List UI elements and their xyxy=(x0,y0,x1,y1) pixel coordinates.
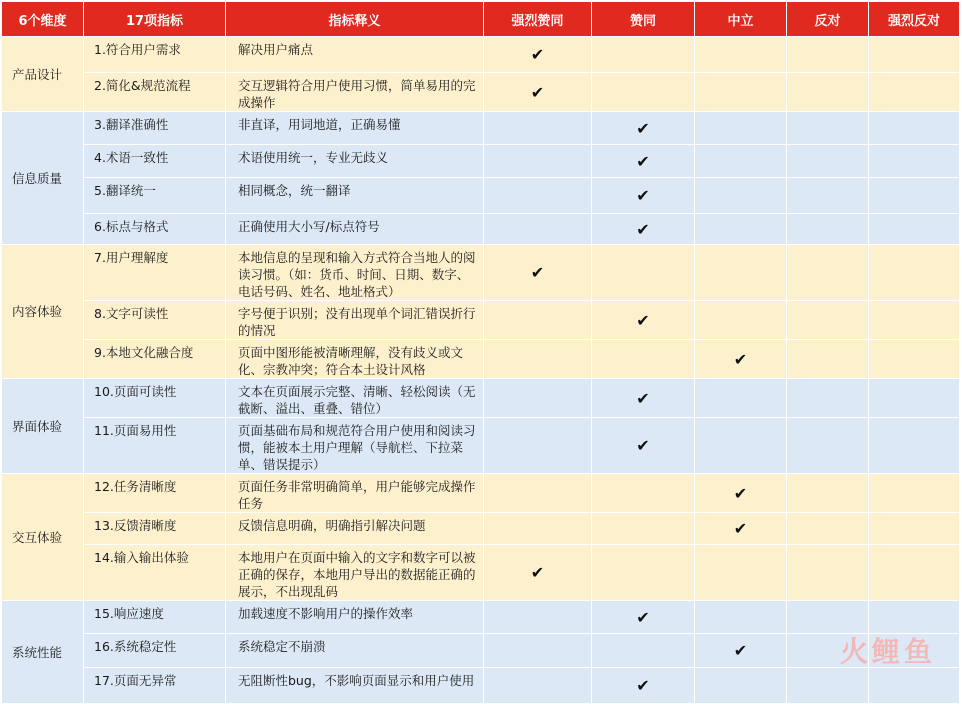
rating-cell xyxy=(592,601,695,634)
indicator-cell: 4.术语一致性 xyxy=(84,145,226,178)
table-row xyxy=(2,245,960,301)
rating-cell xyxy=(592,73,695,112)
rating-cell xyxy=(695,178,787,214)
check-icon: ✔ xyxy=(636,607,650,627)
rating-cell xyxy=(869,601,960,634)
check-icon: ✔ xyxy=(733,519,748,538)
indicator-cell: 14.输入输出体验 xyxy=(84,545,226,601)
rating-cell xyxy=(484,601,592,634)
rating-cell xyxy=(592,178,695,214)
rating-cell xyxy=(695,545,787,601)
header-dimension: 6个维度 xyxy=(2,2,84,37)
indicator-cell: 13.反馈清晰度 xyxy=(84,513,226,545)
rating-cell xyxy=(695,73,787,112)
rating-cell xyxy=(869,73,960,112)
header-disagree: 反对 xyxy=(787,2,869,37)
rating-cell xyxy=(592,245,695,301)
rating-cell xyxy=(787,418,869,474)
header-indicator: 17项指标 xyxy=(84,2,226,37)
table-row xyxy=(2,340,960,379)
rating-cell xyxy=(592,513,695,545)
rating-cell xyxy=(592,112,695,145)
dimension-cell: 信息质量 xyxy=(2,112,84,245)
rating-cell xyxy=(869,340,960,379)
rating-cell xyxy=(787,668,869,704)
check-icon: ✔ xyxy=(636,151,650,171)
rating-cell xyxy=(592,301,695,340)
table-row xyxy=(2,601,960,634)
rating-cell xyxy=(787,601,869,634)
rating-cell xyxy=(484,214,592,245)
rating-cell xyxy=(592,668,695,704)
rating-cell xyxy=(787,178,869,214)
rating-cell xyxy=(787,301,869,340)
rating-cell xyxy=(484,545,592,601)
rating-cell xyxy=(869,418,960,474)
indicator-cell: 12.任务清晰度 xyxy=(84,474,226,513)
rating-cell xyxy=(869,37,960,73)
rating-cell xyxy=(592,545,695,601)
definition-cell: 页面基础布局和规范符合用户使用和阅读习惯，能被本土用户理解（导航栏、下拉菜单、错误提示） xyxy=(226,418,484,474)
rating-cell xyxy=(695,340,787,379)
table-row xyxy=(2,474,960,513)
definition-cell: 加载速度不影响用户的操作效率 xyxy=(226,601,484,634)
rating-cell xyxy=(484,301,592,340)
indicator-cell: 9.本地文化融合度 xyxy=(84,340,226,379)
rating-cell xyxy=(592,145,695,178)
rating-cell xyxy=(484,145,592,178)
definition-cell: 页面任务非常明确简单，用户能够完成操作任务 xyxy=(226,474,484,513)
table-row xyxy=(2,379,960,418)
rating-cell xyxy=(695,513,787,545)
header-definition: 指标释义 xyxy=(226,2,484,37)
rating-cell xyxy=(484,340,592,379)
rating-cell xyxy=(869,112,960,145)
table-body xyxy=(2,37,960,704)
header-strongly-disagree: 强烈反对 xyxy=(869,2,960,37)
rating-cell xyxy=(592,340,695,379)
indicator-cell: 3.翻译准确性 xyxy=(84,112,226,145)
rating-cell xyxy=(484,634,592,668)
rating-cell xyxy=(869,379,960,418)
indicator-cell: 5.翻译统一 xyxy=(84,178,226,214)
check-icon: ✔ xyxy=(530,263,545,282)
rating-cell xyxy=(695,37,787,73)
check-icon: ✔ xyxy=(636,436,650,455)
rating-cell xyxy=(484,245,592,301)
check-icon: ✔ xyxy=(733,483,748,503)
rating-cell xyxy=(592,474,695,513)
check-icon: ✔ xyxy=(636,388,650,408)
check-icon: ✔ xyxy=(733,641,748,660)
check-icon: ✔ xyxy=(636,118,650,138)
localization-indicator-table xyxy=(1,1,960,704)
check-icon: ✔ xyxy=(530,45,545,64)
table-row xyxy=(2,513,960,545)
table-row xyxy=(2,73,960,112)
rating-cell xyxy=(592,214,695,245)
definition-cell: 非直译，用词地道，正确易懂 xyxy=(226,112,484,145)
header-neutral: 中立 xyxy=(695,2,787,37)
table-row xyxy=(2,178,960,214)
table-row xyxy=(2,668,960,704)
rating-cell xyxy=(787,145,869,178)
indicator-cell: 15.响应速度 xyxy=(84,601,226,634)
rating-cell xyxy=(869,245,960,301)
rating-cell xyxy=(695,214,787,245)
dimension-cell: 产品设计 xyxy=(2,37,84,112)
rating-cell xyxy=(787,379,869,418)
definition-cell: 相同概念，统一翻译 xyxy=(226,178,484,214)
check-icon: ✔ xyxy=(636,676,650,695)
rating-cell xyxy=(484,112,592,145)
rating-cell xyxy=(592,37,695,73)
rating-cell xyxy=(695,418,787,474)
check-icon: ✔ xyxy=(636,219,650,239)
rating-cell xyxy=(484,474,592,513)
indicator-cell: 10.页面可读性 xyxy=(84,379,226,418)
indicator-cell: 7.用户理解度 xyxy=(84,245,226,301)
table-row xyxy=(2,214,960,245)
definition-cell: 正确使用大小写/标点符号 xyxy=(226,214,484,245)
table-row xyxy=(2,145,960,178)
indicator-cell: 2.简化&规范流程 xyxy=(84,73,226,112)
rating-cell xyxy=(695,474,787,513)
indicator-cell: 8.文字可读性 xyxy=(84,301,226,340)
definition-cell: 文本在页面展示完整、清晰、轻松阅读（无截断、溢出、重叠、错位） xyxy=(226,379,484,418)
watermark-logo: 火鲤鱼 xyxy=(839,635,936,668)
rating-cell xyxy=(869,668,960,704)
rating-cell xyxy=(484,73,592,112)
rating-cell xyxy=(869,178,960,214)
rating-cell xyxy=(787,214,869,245)
definition-cell: 本地用户在页面中输入的文字和数字可以被正确的保存，本地用户导出的数据能正确的展示，不出现乱码 xyxy=(226,545,484,601)
indicator-cell: 11.页面易用性 xyxy=(84,418,226,474)
definition-cell: 本地信息的呈现和输入方式符合当地人的阅读习惯。（如：货币、时间、日期、数字、电话号码、姓名、地址格式） xyxy=(226,245,484,301)
table-row xyxy=(2,634,960,668)
rating-cell xyxy=(695,245,787,301)
rating-cell xyxy=(592,418,695,474)
indicator-cell: 1.符合用户需求 xyxy=(84,37,226,73)
rating-cell xyxy=(695,301,787,340)
check-icon: ✔ xyxy=(636,186,650,205)
check-icon: ✔ xyxy=(636,310,650,330)
rating-cell xyxy=(484,418,592,474)
dimension-cell: 交互体验 xyxy=(2,474,84,601)
table-row xyxy=(2,545,960,601)
rating-cell xyxy=(695,634,787,668)
rating-cell xyxy=(484,178,592,214)
check-icon: ✔ xyxy=(530,82,545,102)
rating-cell xyxy=(592,634,695,668)
dimension-cell: 系统性能 xyxy=(2,601,84,704)
table-row xyxy=(2,112,960,145)
definition-cell: 页面中图形能被清晰理解，没有歧义或文化、宗教冲突；符合本土设计风格 xyxy=(226,340,484,379)
table-row xyxy=(2,301,960,340)
indicator-cell: 17.页面无异常 xyxy=(84,668,226,704)
dimension-cell: 界面体验 xyxy=(2,379,84,474)
rating-cell xyxy=(695,668,787,704)
rating-cell xyxy=(695,601,787,634)
header-row xyxy=(2,2,960,37)
rating-cell xyxy=(869,474,960,513)
rating-cell xyxy=(592,379,695,418)
definition-cell: 解决用户痛点 xyxy=(226,37,484,73)
dimension-cell: 内容体验 xyxy=(2,245,84,379)
definition-cell: 系统稳定不崩溃 xyxy=(226,634,484,668)
definition-cell: 交互逻辑符合用户使用习惯，简单易用的完成操作 xyxy=(226,73,484,112)
rating-cell xyxy=(484,668,592,704)
rating-cell xyxy=(787,245,869,301)
header-strongly-agree: 强烈赞同 xyxy=(484,2,592,37)
rating-cell xyxy=(869,214,960,245)
definition-cell: 反馈信息明确，明确指引解决问题 xyxy=(226,513,484,545)
rating-cell xyxy=(695,379,787,418)
table-row xyxy=(2,37,960,73)
table-row xyxy=(2,418,960,474)
header-agree: 赞同 xyxy=(592,2,695,37)
rating-cell xyxy=(695,145,787,178)
rating-cell xyxy=(869,301,960,340)
rating-cell xyxy=(787,474,869,513)
definition-cell: 术语使用统一，专业无歧义 xyxy=(226,145,484,178)
rating-cell xyxy=(869,513,960,545)
rating-cell xyxy=(787,37,869,73)
rating-cell xyxy=(484,513,592,545)
rating-cell xyxy=(869,545,960,601)
rating-cell xyxy=(787,340,869,379)
check-icon: ✔ xyxy=(733,349,748,369)
indicator-cell: 16.系统稳定性 xyxy=(84,634,226,668)
rating-cell xyxy=(787,112,869,145)
rating-cell xyxy=(787,545,869,601)
rating-cell xyxy=(787,73,869,112)
rating-cell xyxy=(869,145,960,178)
rating-cell xyxy=(484,37,592,73)
rating-cell xyxy=(484,379,592,418)
indicator-cell: 6.标点与格式 xyxy=(84,214,226,245)
rating-cell xyxy=(787,513,869,545)
definition-cell: 字号便于识别；没有出现单个词汇错误折行的情况 xyxy=(226,301,484,340)
rating-cell xyxy=(695,112,787,145)
check-icon: ✔ xyxy=(530,563,545,582)
definition-cell: 无阻断性bug，不影响页面显示和用户使用 xyxy=(226,668,484,704)
